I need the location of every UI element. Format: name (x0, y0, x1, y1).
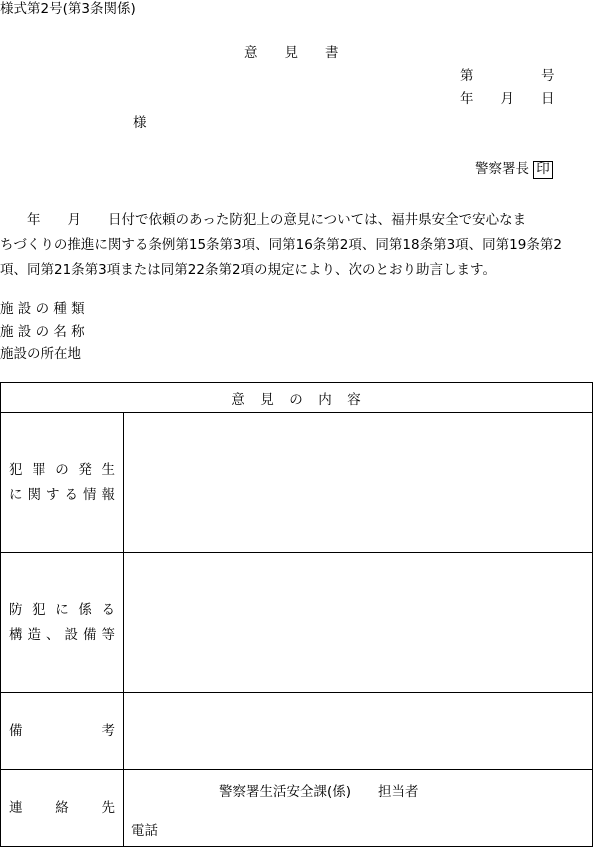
opinion-table-header: 意 見 の 内 容 (1, 383, 593, 413)
sender-line (475, 161, 553, 179)
structure-label: 防 犯 に 係 る 構 造 、 設 備 等 (1, 553, 124, 693)
contact-label: 連 絡 先 (1, 770, 124, 847)
contact-field[interactable] (124, 770, 593, 847)
sender-title: 警察署長 (475, 161, 529, 177)
contact-department: 警察署生活安全課(係) 担当者 (219, 784, 419, 800)
remarks-label: 備 考 (1, 693, 124, 770)
crime-info-field[interactable] (124, 413, 593, 553)
addressee-suffix: 様 (133, 115, 147, 131)
structure-field[interactable] (124, 553, 593, 693)
opinion-table (0, 382, 593, 847)
body-paragraph (0, 208, 593, 283)
crime-info-label: 犯 罪 の 発 生 に 関 す る 情 報 (1, 413, 124, 553)
facility-location-label: 施設の所在地 (0, 346, 81, 362)
body-line-2: ちづくりの推進に関する条例第15条第3項、同第16条第2項、同第18条第3項、同第19条第2 (0, 237, 562, 253)
body-line-3: 項、同第21条第3項または同第22条第2項の規定により、次のとおり助言します。 (0, 262, 496, 278)
form-number: 様式第2号(第3条関係) (0, 1, 136, 17)
body-line-1: 年 月 日付で依頼のあった防犯上の意見については、福井県安全で安心なま (0, 212, 527, 228)
seal-mark: 印 (533, 161, 553, 179)
contact-phone-label: 電話 (131, 823, 158, 839)
document-number-line: 第 号 (460, 68, 555, 84)
document-title: 意 見 書 (244, 45, 339, 61)
facility-name-label: 施 設 の 名 称 (0, 324, 85, 340)
remarks-field[interactable] (124, 693, 593, 770)
facility-type-label: 施 設 の 種 類 (0, 301, 85, 317)
date-line: 年 月 日 (460, 91, 555, 107)
